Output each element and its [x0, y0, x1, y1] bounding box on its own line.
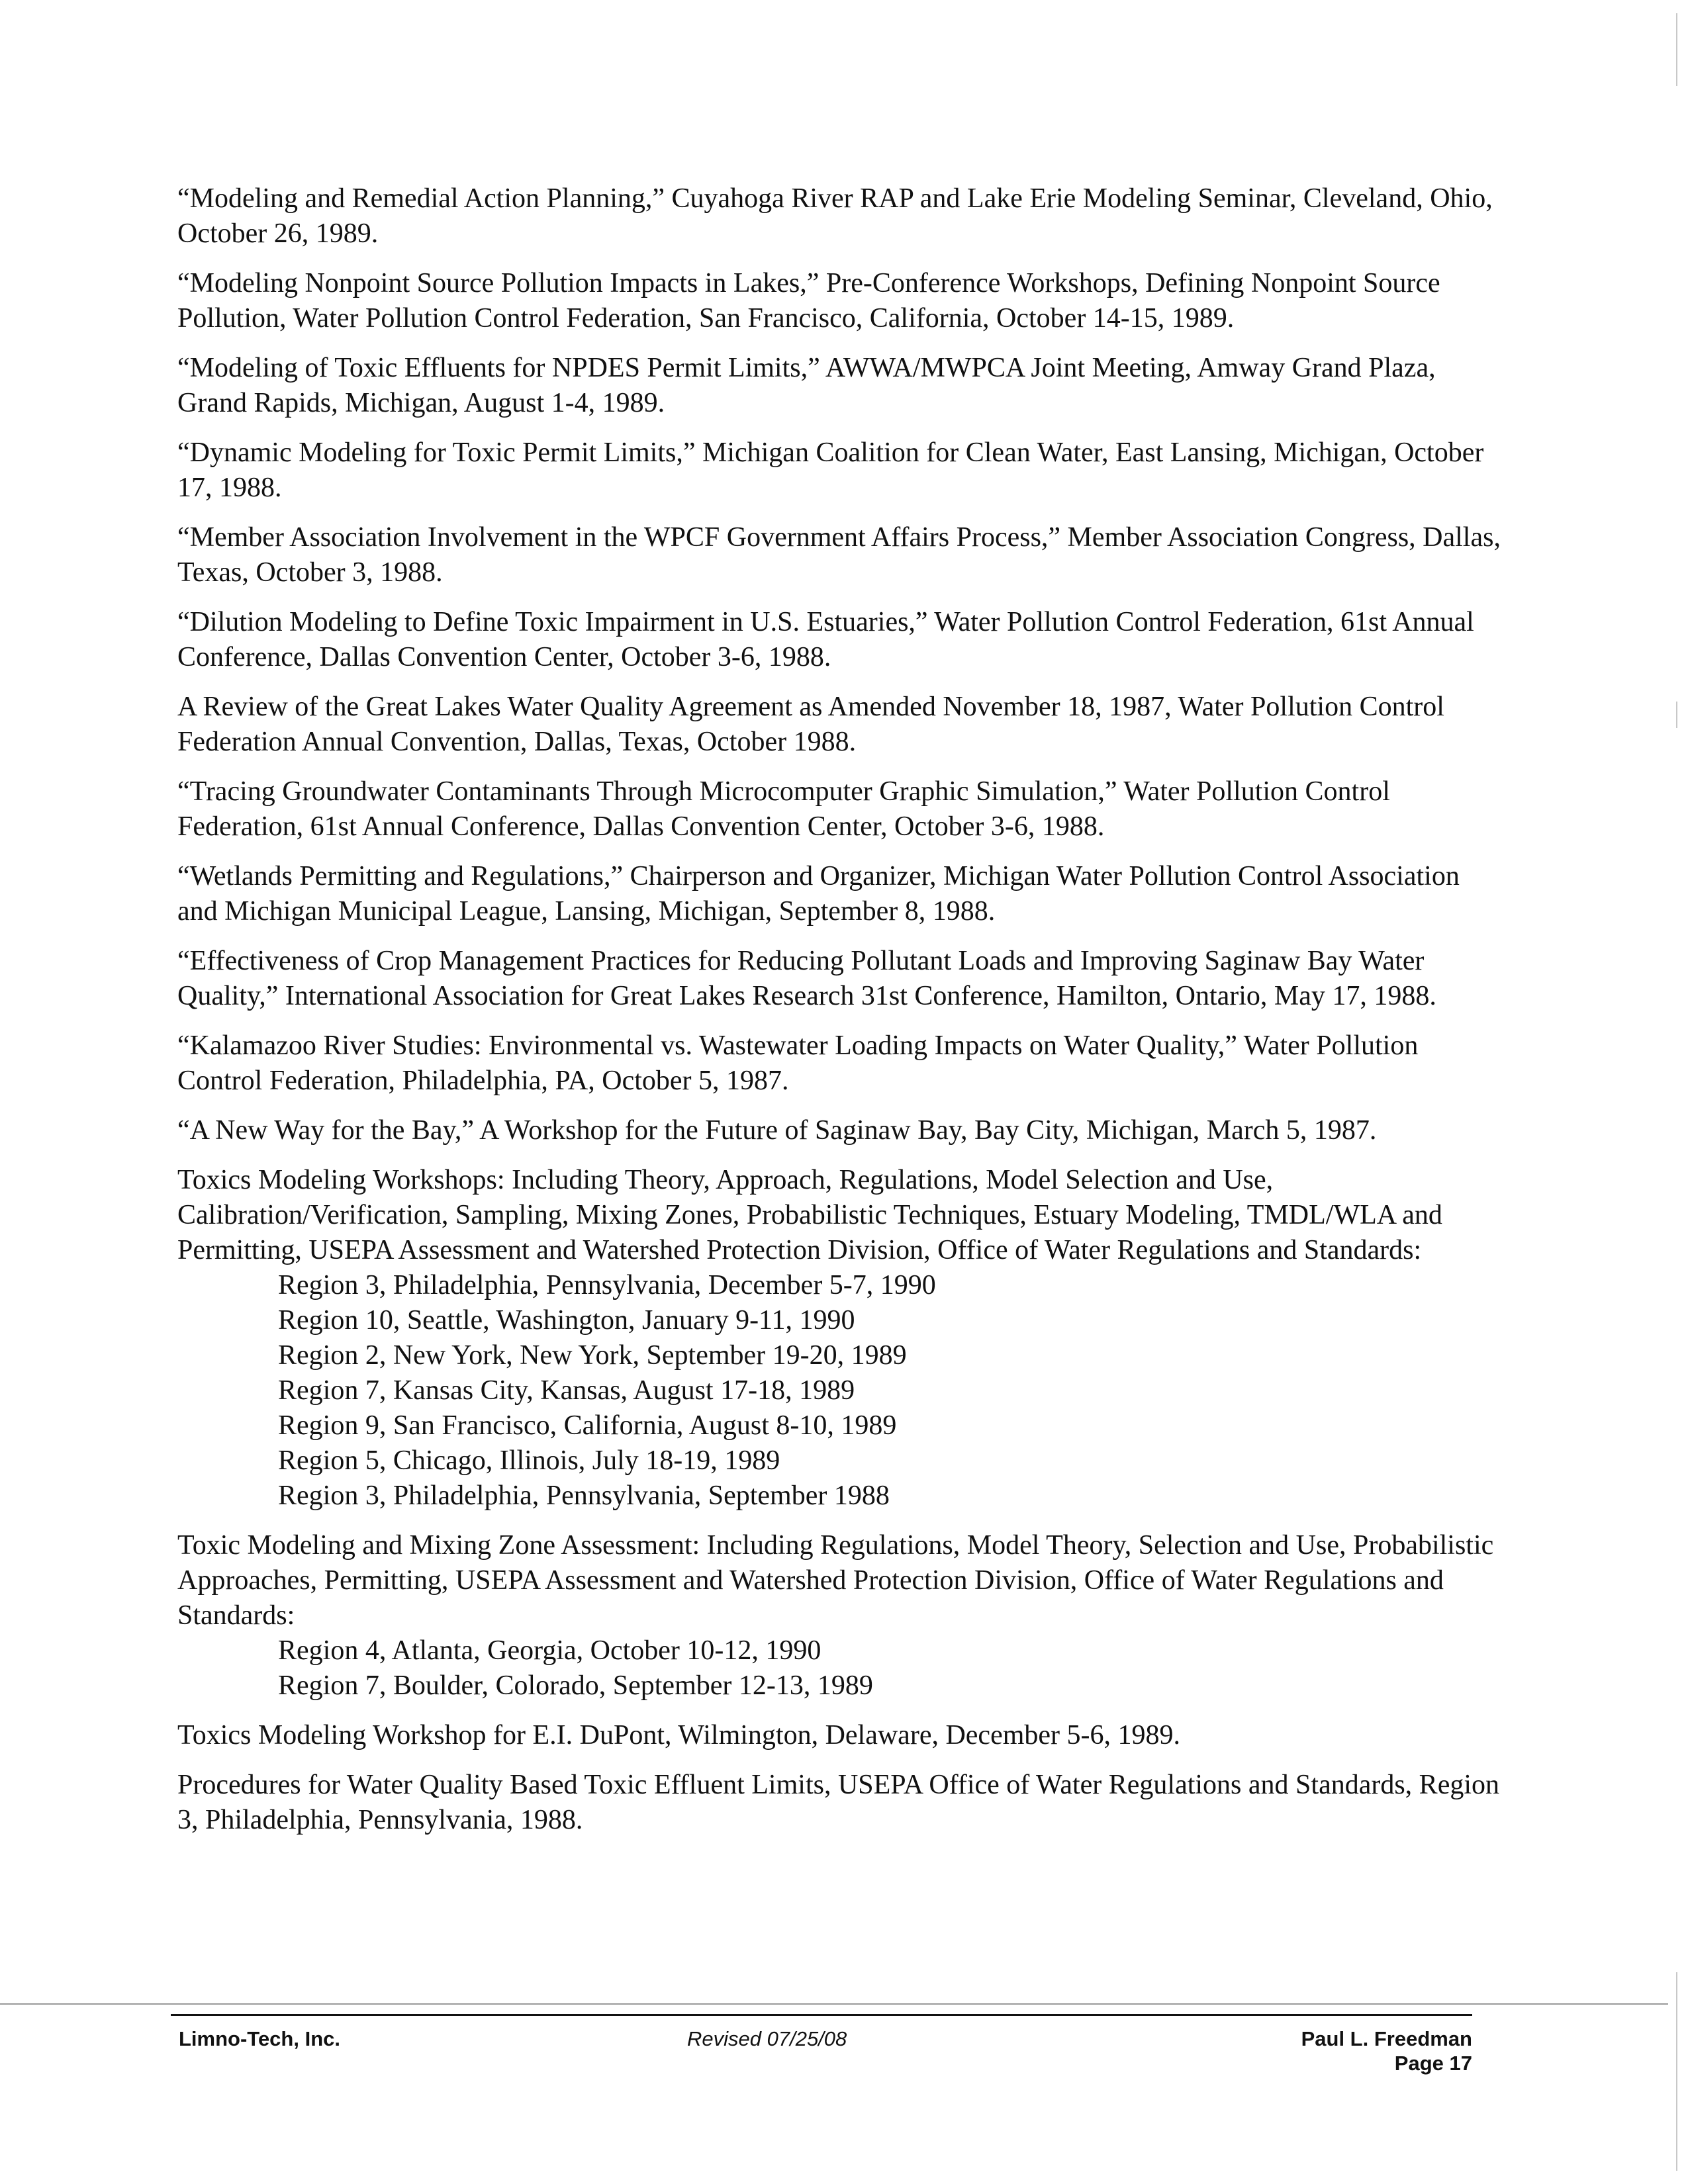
workshop-location: Region 9, San Francisco, California, August 8-10, 1989 — [278, 1410, 897, 1441]
workshop-series-toxics-modeling — [177, 1163, 1501, 1514]
presentation-entry: “Wetlands Permitting and Regulations,” Chairperson and Organizer, Michigan Water Pollution Control Association and Michigan Municipal League, Lansing, Michigan, September 8, 1988. — [177, 861, 1460, 927]
footer-page-number: Page 17 — [1394, 2052, 1472, 2075]
workshop-location: Region 4, Atlanta, Georgia, October 10-12, 1990 — [278, 1635, 821, 1666]
footer-author: Paul L. Freedman — [1301, 2027, 1472, 2050]
footer-revised-date: Revised 07/25/08 — [687, 2027, 847, 2050]
workshop-location: Region 10, Seattle, Washington, January 9-11, 1990 — [278, 1305, 855, 1336]
page-footer — [179, 2019, 1472, 2078]
presentation-entry: “A New Way for the Bay,” A Workshop for the Future of Saginaw Bay, Bay City, Michigan, March 5, 1987. — [177, 1115, 1377, 1146]
workshop-location: Region 7, Boulder, Colorado, September 12-13, 1989 — [278, 1670, 873, 1701]
workshop-location-list — [177, 1268, 1501, 1514]
footer-company: Limno-Tech, Inc. — [179, 2027, 340, 2050]
presentation-entry: “Member Association Involvement in the WPCF Government Affairs Process,” Member Association Congress, Dallas, Texas, October 3, 1988. — [177, 522, 1501, 588]
footer-divider — [171, 2014, 1472, 2016]
presentation-entry: “Modeling of Toxic Effluents for NPDES Permit Limits,” AWWA/MWPCA Joint Meeting, Amway Grand Plaza, Grand Rapids, Michigan, August 1-4, 1989. — [177, 353, 1436, 418]
presentation-entry: “Dynamic Modeling for Toxic Permit Limits,” Michigan Coalition for Clean Water, East Lansing, Michigan, October 17, 1988. — [177, 437, 1484, 503]
presentation-entry: “Effectiveness of Crop Management Practices for Reducing Pollutant Loads and Improving Saginaw Bay Water Quality,” International Association for Great Lakes Research 31st Conference, Hamilton, Ontario, May 17, 1988. — [177, 946, 1436, 1011]
workshop-location: Region 5, Chicago, Illinois, July 18-19, 1989 — [278, 1445, 780, 1476]
workshop-location: Region 7, Kansas City, Kansas, August 17-18, 1989 — [278, 1375, 855, 1406]
presentation-entry: A Review of the Great Lakes Water Quality Agreement as Amended November 18, 1987, Water Pollution Control Federation Annual Convention, Dallas, Texas, October 1988. — [177, 692, 1444, 757]
presentation-entry: “Modeling and Remedial Action Planning,” Cuyahoga River RAP and Lake Erie Modeling Seminar, Cleveland, Ohio, October 26, 1989. — [177, 183, 1493, 249]
scan-edge-mark — [1676, 1972, 1677, 2171]
presentation-entry: “Dilution Modeling to Define Toxic Impairment in U.S. Estuaries,” Water Pollution Control Federation, 61st Annual Conference, Dallas Convention Center, October 3-6, 1988. — [177, 607, 1474, 672]
presentation-entry: “Modeling Nonpoint Source Pollution Impacts in Lakes,” Pre-Conference Workshops, Defining Nonpoint Source Pollution, Water Pollution Control Federation, San Francisco, California, October 14-15, 1989. — [177, 268, 1440, 334]
workshop-location: Region 3, Philadelphia, Pennsylvania, September 1988 — [278, 1480, 890, 1511]
footer-author-block — [1301, 2026, 1472, 2075]
presentation-entry: Procedures for Water Quality Based Toxic Effluent Limits, USEPA Office of Water Regulations and Standards, Region 3, Philadelphia, Pennsylvania, 1988. — [177, 1770, 1500, 1835]
presentation-entry: “Kalamazoo River Studies: Environmental vs. Wastewater Loading Impacts on Water Quality,” Water Pollution Control Federation, Philadelphia, PA, October 5, 1987. — [177, 1030, 1419, 1096]
workshop-location: Region 2, New York, New York, September 19-20, 1989 — [278, 1340, 907, 1371]
scan-edge-mark — [1676, 702, 1677, 728]
workshop-series-description: Toxics Modeling Workshops: Including Theory, Approach, Regulations, Model Selection and Use, Calibration/Verification, Sampling, Mixing Zones, Probabilistic Techniques, Estuary Modeling, TMDL/WLA and Permitting, USEPA Assessment and Watershed Protection Division, Office of Water Regulations and Standards: — [177, 1165, 1442, 1265]
document-body — [177, 181, 1501, 1838]
workshop-series-description: Toxic Modeling and Mixing Zone Assessment: Including Regulations, Model Theory, Selection and Use, Probabilistic Approaches, Permitting, USEPA Assessment and Watershed Protection Division, Office of Water Regulations and Standards: — [177, 1530, 1494, 1631]
scan-edge-mark — [1676, 13, 1677, 86]
presentation-entry: Toxics Modeling Workshop for E.I. DuPont, Wilmington, Delaware, December 5-6, 1989. — [177, 1720, 1180, 1751]
scan-edge-rule — [0, 2003, 1668, 2005]
workshop-location-list — [177, 1633, 1501, 1704]
workshop-location: Region 3, Philadelphia, Pennsylvania, December 5-7, 1990 — [278, 1270, 936, 1300]
presentation-entry: “Tracing Groundwater Contaminants Through Microcomputer Graphic Simulation,” Water Pollution Control Federation, 61st Annual Conference, Dallas Convention Center, October 3-6, 1988. — [177, 776, 1390, 842]
workshop-series-mixing-zone — [177, 1528, 1501, 1704]
